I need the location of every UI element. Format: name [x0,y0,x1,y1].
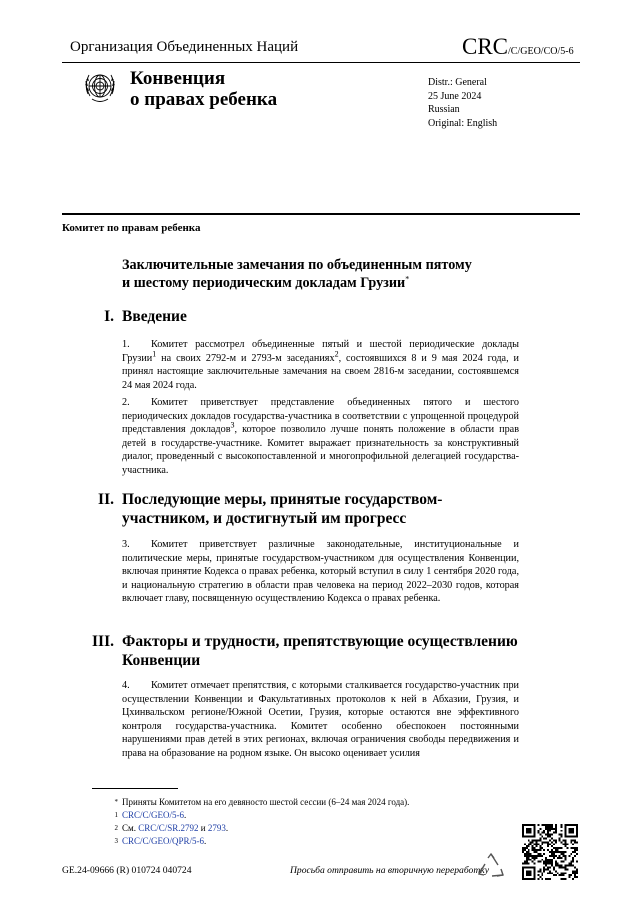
section-title-line2: Конвенции [122,652,201,669]
section-title-line2: участником, и достигнутый им прогресс [122,510,407,527]
section-title: Введение [122,308,187,325]
section-heading-3 [62,632,522,672]
document-symbol [462,34,574,60]
convention-title-line2: о правах ребенка [130,89,278,110]
footnote-mark: 1 [114,811,118,819]
paragraph-2 [122,396,519,477]
section-title-line1: Факторы и трудности, препятствующие осуществлению [122,633,518,650]
symbol-prefix: CRC [462,34,509,59]
paragraph-number: 1. [122,339,130,350]
footnote-mark: 3 [114,837,118,845]
section-title [122,490,522,528]
footnote-3 [96,835,206,847]
qr-code-icon [522,824,578,880]
paragraph-text: , состоявшихся 8 и 9 мая 2024 года, и принял настоящие заключительные замечания на своем 2816-м заседании, состоявшемся 24 мая 2024 года. [122,352,520,391]
footnote-ref: 3 [230,420,235,430]
recycle-note: Просьба отправить на вторичную переработку [290,865,490,876]
section-title [122,632,522,670]
section-title-line1: Последующие меры, принятые государством- [122,491,443,508]
paragraph-text: Комитет отмечает препятствия, с которыми сталкивается государство-участник при осуществлении Конвенции и Факультативных протоколов к ней в Абхазии, Грузия, и Цхинвальском регионе/Южной Осетии, Грузия, которые остаются вне эффективного контроля государства-участника. Комитет особенно обеспокоен постоянными нарушениями прав детей в этих регионах, включая ограничения свободы передвижения и права на образование на родном языке. Он высоко оценивает усилия [122,680,519,759]
footnote-mark: 2 [114,824,118,832]
document-link[interactable]: CRC/C/GEO/QPR/5-6 [122,836,205,846]
paragraph-text: Комитет приветствует различные законодательные, институциональные и политические меры, принятые государством-участником для осуществления Конвенции, включая принятие Кодекса о правах ребенка, который вступил в силу 1 сентября 2020 года, и национальную стратегию в области прав человека на период 2022–2030 годов, которая включает главу, посвященную осуществлению Кодекса о правах ребенка. [122,539,519,604]
un-emblem-icon [80,67,120,107]
section-number: II. [98,491,114,508]
convention-title-line1: Конвенция [130,68,226,89]
document-link[interactable]: CRC/C/SR.2792 [138,823,199,833]
convention-title [130,68,277,110]
distribution-block [428,76,497,130]
paragraph-number: 3. [122,539,130,550]
paragraph-1 [122,338,519,392]
title-footnote-mark: * [405,274,410,284]
footnote-ref: 1 [152,349,157,359]
paragraph-4 [122,679,519,760]
original-language-line: Original: English [428,117,498,129]
title-line2-text: и шестому периодическим докладам Грузии [122,275,406,291]
date-line: 25 June 2024 [428,90,482,102]
masthead-rule [62,213,580,215]
distr-line: Distr.: General [428,77,487,88]
section-heading-2 [62,490,522,530]
organization-name: Организация Объединенных Наций [70,39,299,55]
document-link[interactable]: 2793 [207,823,226,833]
document-link[interactable]: CRC/C/GEO/5-6 [122,810,185,820]
section-number: III. [92,633,114,650]
paragraph-text: Комитет приветствует представление объединенных пятого и шестого периодических докладов государства-участника в соответствии с упрощенной процедурой представления докладов [122,397,519,435]
section-number: I. [104,308,114,325]
document-title [122,256,522,292]
footnote-punct: . [204,836,207,846]
symbol-suffix: /C/GEO/CO/5-6 [508,46,574,57]
footnote-mark: * [114,798,118,806]
footnote-title [96,796,409,808]
header-rule [62,62,580,63]
footnote-ref: 2 [334,349,339,359]
footnote-text: См. [122,823,139,833]
paragraph-text: Комитет рассмотрел объединенные пятый и шестой периодические доклады Грузии [122,339,519,364]
paragraph-text: на своих 2792-м и 2793-м заседаниях [156,352,335,364]
paragraph-number: 2. [122,397,130,408]
footnote-punct: . [184,810,187,820]
job-number: GE.24-09666 (R) 010724 040724 [62,865,192,876]
footnote-2 [96,822,228,834]
footnote-punct: . [225,823,229,833]
footnote-text: и [198,823,208,833]
footnote-separator [92,788,178,789]
paragraph-3 [122,538,519,606]
paragraph-number: 4. [122,680,130,691]
title-line1: Заключительные замечания по объединенным пятому [122,257,472,273]
title-line2 [122,274,522,292]
recycle-icon [476,852,506,882]
committee-name: Комитет по правам ребенка [62,222,201,234]
footnote-1 [96,809,186,821]
paragraph-text: , которое позволило лучше понять положение в области прав детей в государстве-участнике. Комитет выражает признательность за конструктивный диалог, проведенный с высокопоставленной и многопрофильной делегацией государства-участника. [122,424,520,476]
footnote-text: Приняты Комитетом на его девяносто шестой сессии (6–24 мая 2024 года). [122,797,410,807]
language-line: Russian [428,104,460,115]
